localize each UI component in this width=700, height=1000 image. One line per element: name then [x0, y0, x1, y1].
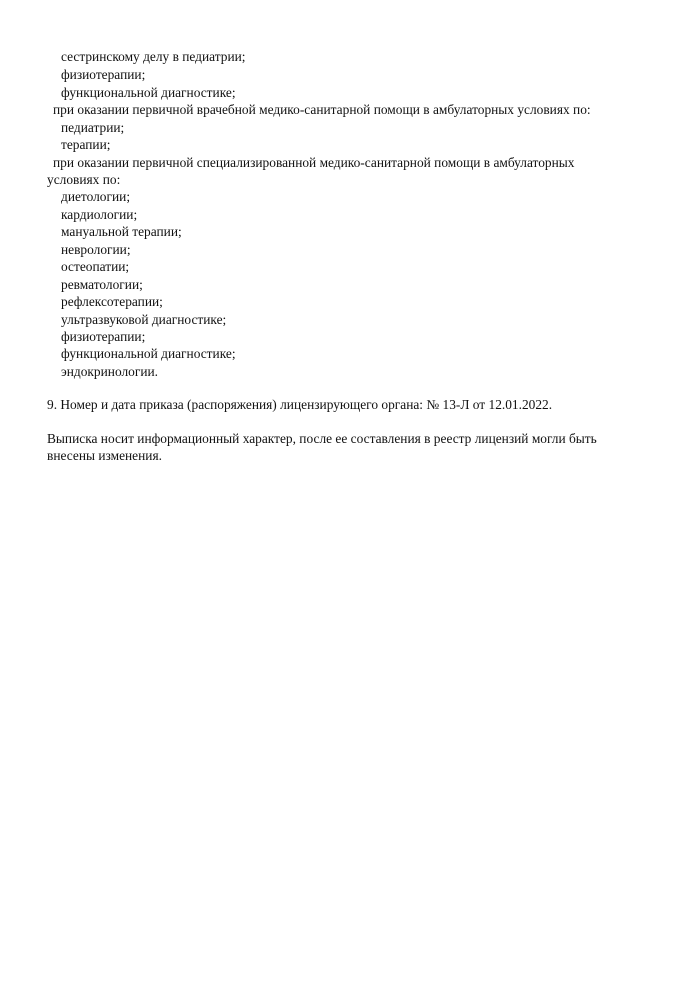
service-item: эндокринологии.: [61, 364, 159, 379]
service-item: физиотерапии;: [61, 329, 146, 344]
service-item: остеопатии;: [61, 259, 130, 274]
service-item: ревматологии;: [61, 277, 143, 292]
service-item: диетологии;: [61, 189, 131, 204]
service-item: педиатрии;: [61, 120, 125, 135]
service-item: мануальной терапии;: [61, 224, 182, 239]
service-item: функциональной диагностике;: [61, 346, 236, 361]
specialized-care-heading-continued: условиях по:: [47, 172, 121, 187]
primary-care-heading: при оказании первичной врачебной медико-санитарной помощи в амбулаторных условиях по:: [53, 102, 591, 117]
service-item: физиотерапии;: [61, 67, 146, 82]
service-item: рефлексотерапии;: [61, 294, 163, 309]
order-statement: 9. Номер и дата приказа (распоряжения) лицензирующего органа: № 13-Л от 12.01.2022.: [47, 397, 553, 412]
service-item: функциональной диагностике;: [61, 85, 236, 100]
disclaimer-continued: внесены изменения.: [47, 448, 162, 463]
service-item: кардиологии;: [61, 207, 138, 222]
specialized-care-heading: при оказании первичной специализированной медико-санитарной помощи в амбулаторных: [53, 155, 575, 170]
service-item: неврологии;: [61, 242, 131, 257]
service-item: сестринскому делу в педиатрии;: [61, 49, 246, 64]
service-item: терапии;: [61, 137, 111, 152]
service-item: ультразвуковой диагностике;: [61, 312, 227, 327]
disclaimer: Выписка носит информационный характер, после ее составления в реестр лицензий могли быть: [47, 431, 597, 446]
